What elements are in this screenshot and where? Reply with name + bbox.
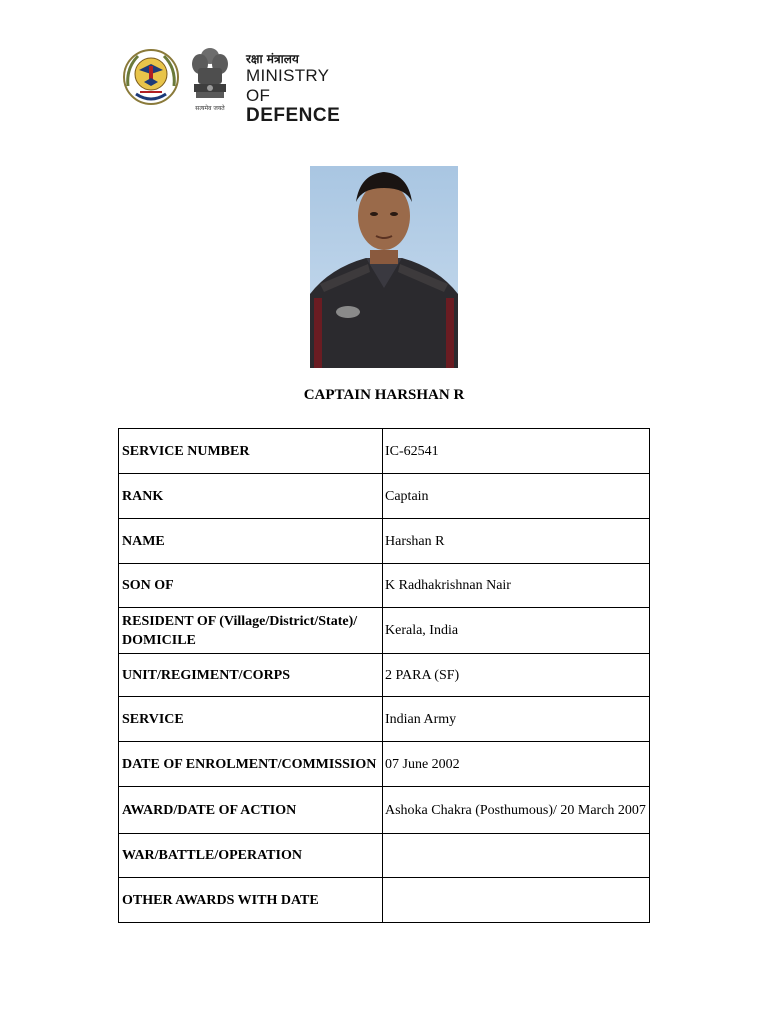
field-value: K Radhakrishnan Nair	[383, 564, 650, 608]
table-row	[119, 834, 650, 878]
field-label: NAME	[119, 519, 383, 564]
ministry-name-hindi: रक्षा मंत्रालय	[246, 52, 299, 66]
field-value: 07 June 2002	[383, 742, 650, 787]
ministry-wordmark	[246, 52, 340, 126]
field-label: SERVICE NUMBER	[119, 429, 383, 474]
field-value: 2 PARA (SF)	[383, 654, 650, 697]
officer-portrait	[310, 166, 458, 368]
officer-title: CAPTAIN HARSHAN R	[303, 387, 465, 403]
field-value: Captain	[383, 474, 650, 519]
table-row	[119, 564, 650, 608]
field-value: Ashoka Chakra (Posthumous)/ 20 March 2007	[383, 787, 650, 834]
field-label: SON OF	[119, 564, 383, 608]
table-row	[119, 429, 650, 474]
table-row	[119, 742, 650, 787]
field-value: Harshan R	[383, 519, 650, 564]
field-label: DATE OF ENROLMENT/COMMISSION	[119, 742, 383, 787]
field-label: UNIT/REGIMENT/CORPS	[119, 654, 383, 697]
national-emblem-icon	[188, 46, 232, 112]
table-row	[119, 474, 650, 519]
table-row	[119, 878, 650, 923]
ministry-name-line1: MINISTRY OF	[246, 66, 330, 105]
field-value	[383, 878, 650, 923]
tri-services-crest-icon	[122, 48, 180, 106]
table-row	[119, 697, 650, 742]
table-row	[119, 519, 650, 564]
field-label: OTHER AWARDS WITH DATE	[119, 878, 383, 923]
table-row	[119, 654, 650, 697]
ministry-name-line2: DEFENCE	[246, 105, 341, 126]
emblem-motto: सत्यमेव जयते	[195, 105, 225, 112]
service-details-table	[118, 428, 650, 923]
field-value: Indian Army	[383, 697, 650, 742]
field-label: AWARD/DATE OF ACTION	[119, 787, 383, 834]
field-value: IC-62541	[383, 429, 650, 474]
field-label: SERVICE	[119, 697, 383, 742]
field-value	[383, 834, 650, 878]
field-label: RESIDENT OF (Village/District/State)/ DOMICILE	[119, 608, 383, 654]
field-label: WAR/BATTLE/OPERATION	[119, 834, 383, 878]
field-value: Kerala, India	[383, 608, 650, 654]
field-label: RANK	[119, 474, 383, 519]
table-row	[119, 608, 650, 654]
table-row	[119, 787, 650, 834]
